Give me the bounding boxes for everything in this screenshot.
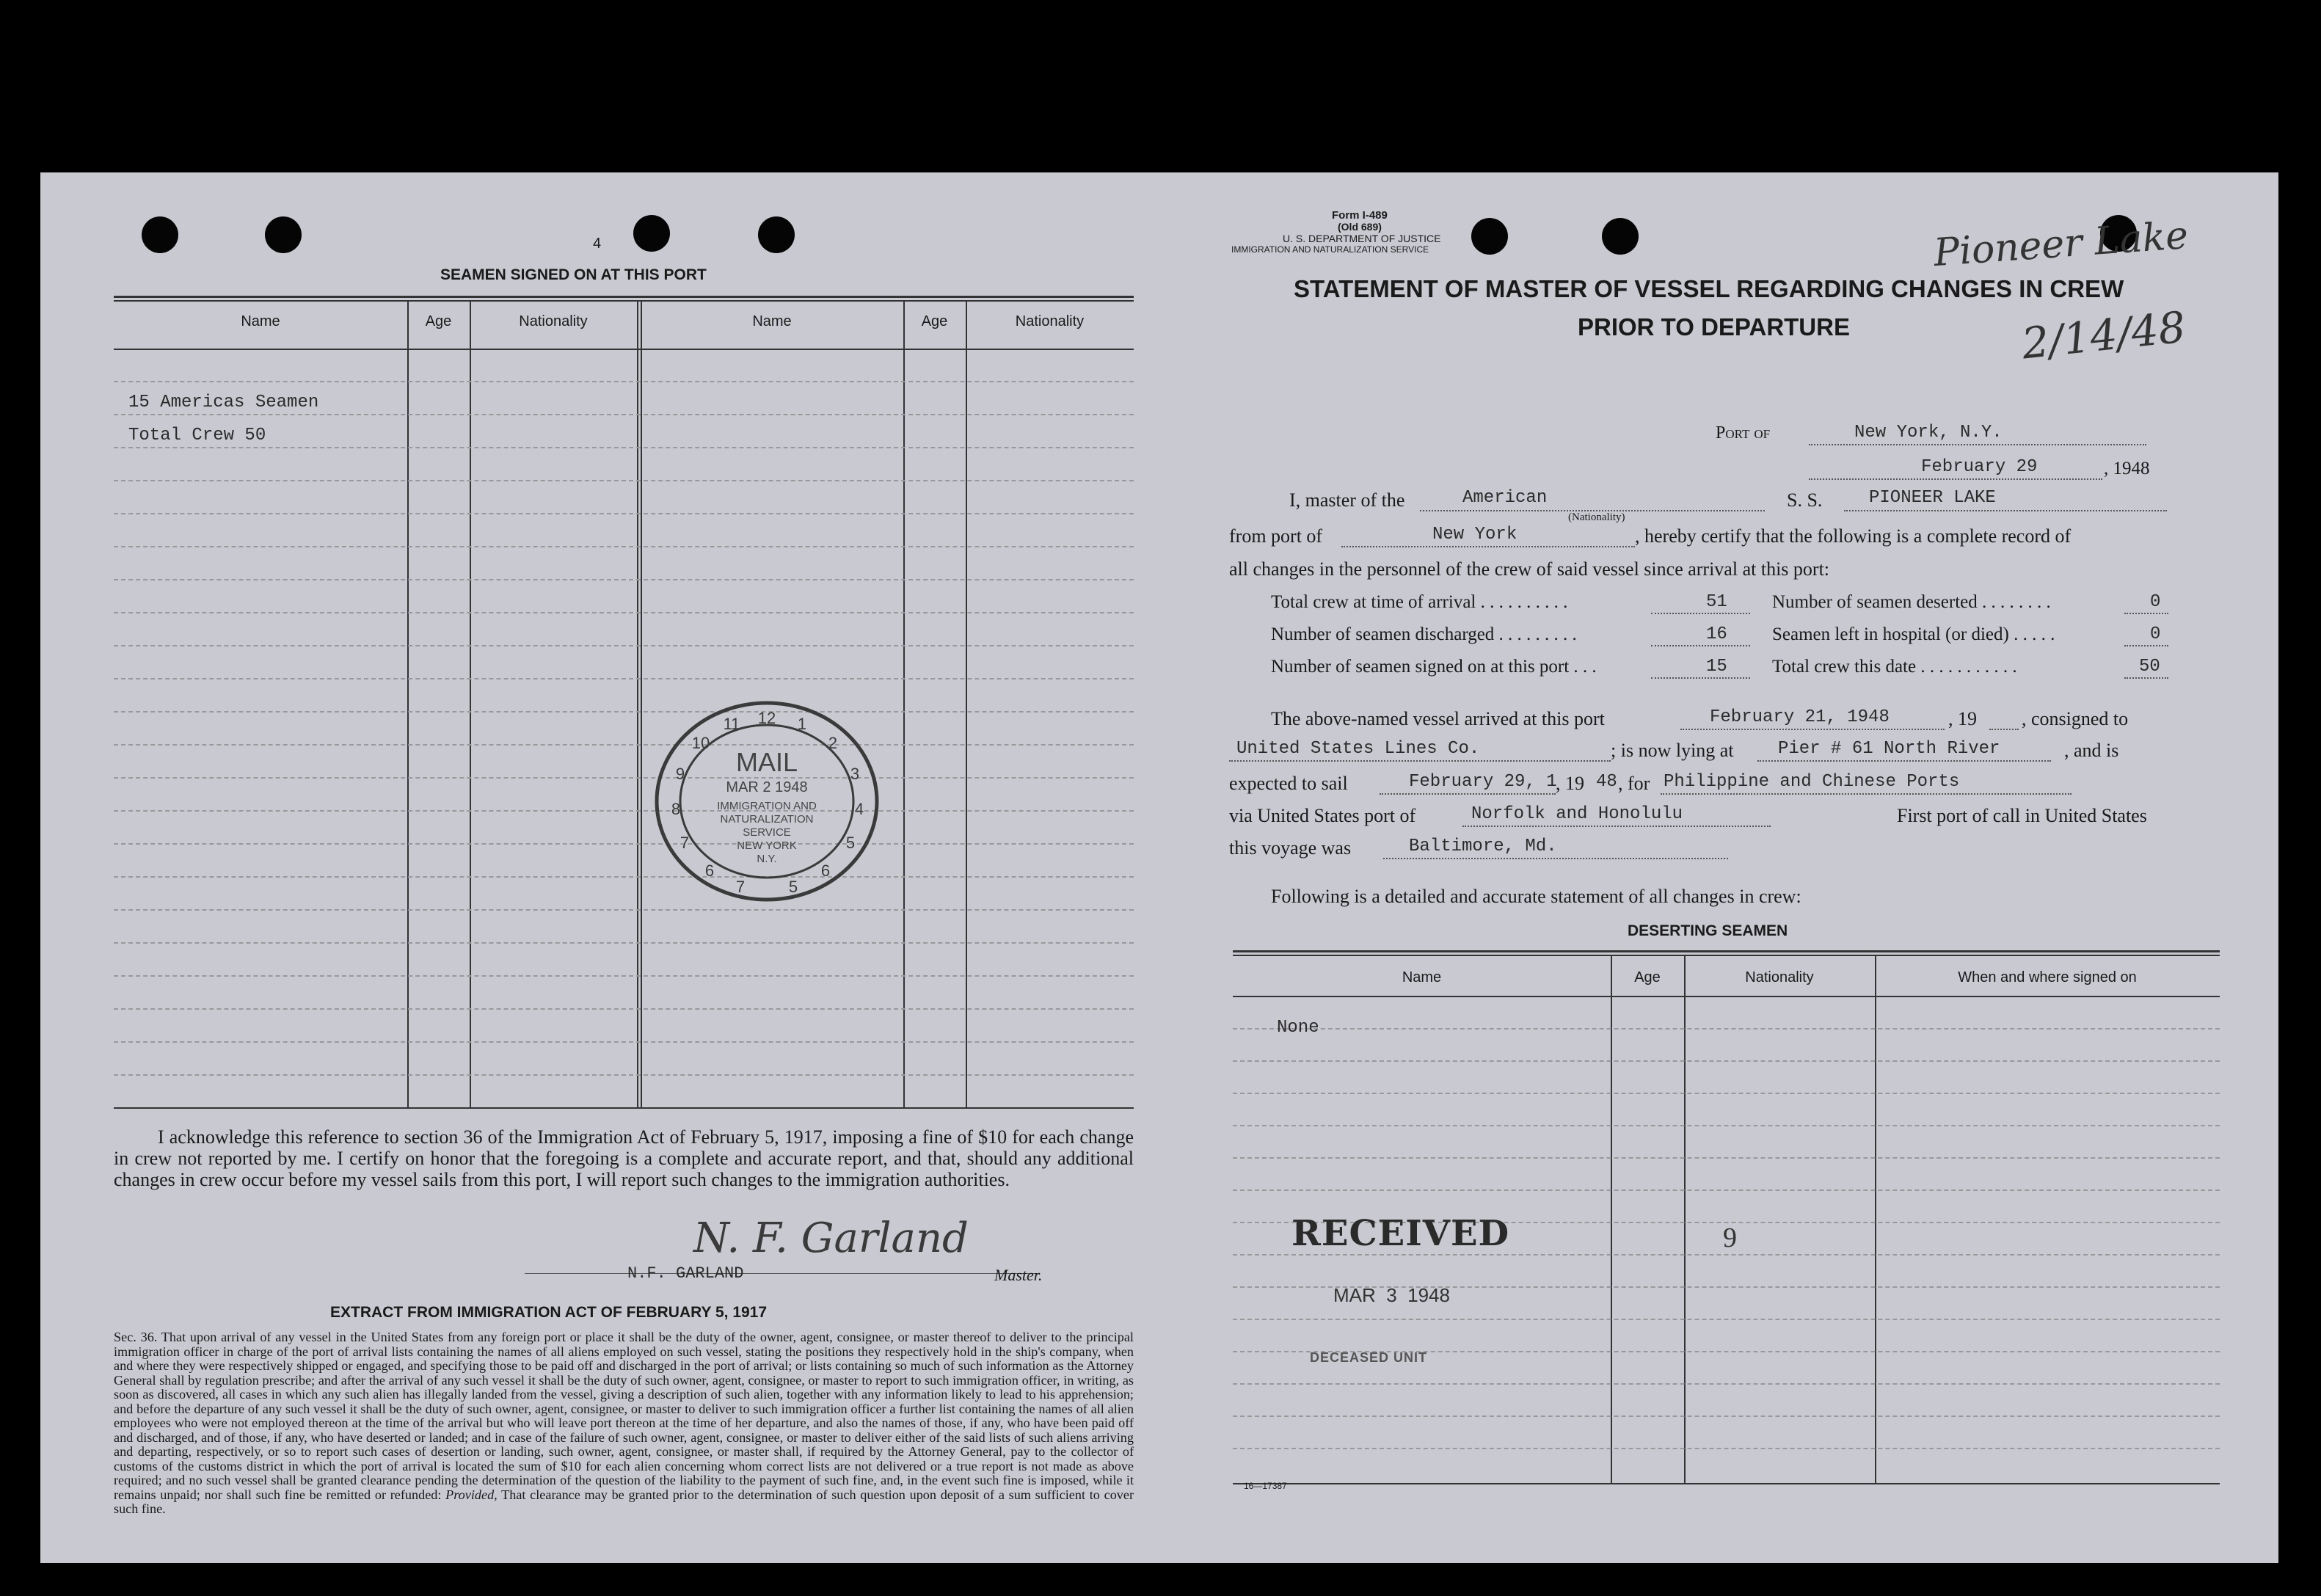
stat-label: Total crew at time of arrival . . . . . . . . . . bbox=[1271, 592, 1568, 612]
department-label: U. S. DEPARTMENT OF JUSTICE bbox=[1283, 233, 1441, 244]
via-value: Norfolk and Honolulu bbox=[1471, 804, 1683, 824]
punch-hole bbox=[1471, 218, 1508, 255]
extract-body: Sec. 36. That upon arrival of any vessel in the United States from any foreign port or place it shall be the duty of the owner, agent, consignee, or master thereof to deliver to the principal immigration officer in charge of the port of arrival lists containing the names of all aliens employed on such vessel, stating the positions they respectively hold in the ship's company, when and where they were respectively shipped or engaged, and specifying those to be paid off and discharged in the port of arrival; or lists containing so much of such information as the Attorney General shall by regulation prescribe; and after the arrival of any such vessel it shall be the duty of such owner, agent, consignee, or master to report to such immigration officer, in writing, as soon as discovered, all cases in which any such alien has illegally landed from the vessel, giving a description of such alien, together with any information likely to lead to his apprehension; and before the departure of any such vessel it shall be the duty of such owner, agent, consignee, or master to deliver to such immigration officer a further list containing the names of all alien employees who were not employed thereon at the time of the arrival but who will leave port thereon at the time of her departure, and also the names of those, if any, who have been paid off and discharged, and of those, if any, who have deserted or landed; and in case of the failure of such owner, agent, consignee, or master to deliver either of the said lists of such aliens arriving and departing, respectively, or so to report such cases of desertion or landing, such owner, agent, consignee, or master shall, if required by the Attorney General, pay to the collector of customs of the customs district in which the port of arrival is located the sum of $10 for each alien concerning whom correct lists are not delivered or a true report is not made as above required; and no such vessel shall be granted clearance pending the determination of the question of the liability to the payment of such fine, and, in the event such fine is imposed, while it remains unpaid; nor shall such fine be remitted or refunded: bbox=[114, 1330, 1134, 1502]
column-header-name: Name bbox=[241, 313, 280, 329]
voyage-value: Baltimore, Md. bbox=[1409, 837, 1557, 856]
rule bbox=[114, 300, 1134, 302]
stat-label: Seamen left in hospital (or died) . . . . . bbox=[1772, 624, 2055, 644]
table-row-line bbox=[1233, 1060, 2220, 1062]
punch-hole bbox=[633, 215, 670, 252]
following-label: Following is a detailed and accurate statement of all changes in crew: bbox=[1271, 886, 1801, 907]
table-row-line bbox=[1233, 1254, 2220, 1256]
arrived-19: , 19 bbox=[1948, 708, 1977, 729]
form-title: STATEMENT OF MASTER OF VESSEL REGARDING CHANGES IN CREW bbox=[1294, 275, 2124, 302]
column-header-age: Age bbox=[1634, 969, 1661, 985]
stat-value: 0 bbox=[2150, 624, 2161, 644]
table-row-line bbox=[114, 579, 1134, 580]
master-typed-name: N.F. GARLAND bbox=[627, 1264, 744, 1283]
stamp-text: NEW YORK bbox=[737, 839, 797, 852]
stat-value: 51 bbox=[1706, 592, 1727, 612]
table-row-line bbox=[114, 612, 1134, 613]
extract-provided: Provided, bbox=[445, 1487, 498, 1502]
stat-value: 16 bbox=[1706, 624, 1727, 644]
rule bbox=[1233, 996, 2220, 997]
table-row-line bbox=[114, 909, 1134, 911]
svg-text:5: 5 bbox=[788, 878, 798, 896]
certify-text-2: all changes in the personnel of the crew of said vessel since arrival at this port: bbox=[1229, 558, 1830, 580]
rule bbox=[114, 296, 1134, 298]
column-divider bbox=[470, 300, 471, 1107]
master-role-label: Master. bbox=[994, 1266, 1043, 1284]
table-bottom-rule bbox=[1233, 1483, 2220, 1484]
rule bbox=[114, 349, 1134, 350]
extract-text bbox=[114, 1330, 1134, 1517]
column-header-nationality: Nationality bbox=[1745, 969, 1814, 985]
nationality-caption: (Nationality) bbox=[1568, 511, 1625, 523]
table-row-line bbox=[114, 447, 1134, 448]
column-header-name: Name bbox=[752, 313, 792, 329]
table-row-line bbox=[114, 480, 1134, 481]
crew-entry: 15 Americas Seamen bbox=[128, 393, 319, 412]
crew-entry: Total Crew 50 bbox=[128, 426, 266, 445]
table-row-line bbox=[114, 843, 1134, 845]
column-divider bbox=[1875, 955, 1876, 1483]
column-divider bbox=[966, 300, 967, 1107]
svg-text:1: 1 bbox=[797, 715, 807, 733]
table-row-line bbox=[1233, 1319, 2220, 1320]
date-value: February 29 bbox=[1921, 457, 2038, 477]
table-row-line bbox=[114, 711, 1134, 713]
destination-value: Philippine and Chinese Ports bbox=[1664, 772, 1960, 792]
received-stamp: RECEIVED bbox=[1291, 1213, 1510, 1254]
svg-text:10: 10 bbox=[691, 734, 710, 752]
table-row-line bbox=[1233, 1448, 2220, 1449]
svg-text:11: 11 bbox=[723, 715, 740, 733]
sail-19: , 19 bbox=[1556, 773, 1584, 794]
svg-text:12: 12 bbox=[757, 709, 776, 727]
svg-text:6: 6 bbox=[820, 861, 831, 880]
sail-value: February 29, 1 bbox=[1409, 772, 1557, 792]
stat-field bbox=[1651, 661, 1750, 679]
table-row-line bbox=[1233, 1028, 2220, 1030]
table-row-line bbox=[1233, 1415, 2220, 1417]
ss-value: PIONEER LAKE bbox=[1869, 488, 1996, 508]
table-row-line bbox=[114, 513, 1134, 514]
rule bbox=[1233, 955, 2220, 956]
stamp-text: SERVICE bbox=[743, 826, 791, 839]
consigned-label: , consigned to bbox=[2022, 708, 2129, 729]
table-row-line bbox=[1233, 1383, 2220, 1385]
svg-text:2: 2 bbox=[828, 734, 838, 752]
left-page-title: SEAMEN SIGNED ON AT THIS PORT bbox=[440, 266, 707, 283]
sail-year: 48 bbox=[1596, 772, 1617, 792]
table-row-line bbox=[1233, 1189, 2220, 1191]
table-row-line bbox=[114, 876, 1134, 878]
arrived-year-field bbox=[1989, 713, 2019, 730]
column-divider bbox=[1611, 955, 1612, 1483]
table-row-line bbox=[114, 810, 1134, 812]
form-number: Form I-489 bbox=[1332, 209, 1388, 222]
table-row-line bbox=[1233, 1125, 2220, 1126]
via-label: via United States port of bbox=[1229, 805, 1416, 826]
column-divider bbox=[1684, 955, 1686, 1483]
received-date: MAR 3 1948 bbox=[1333, 1284, 1450, 1306]
column-header-signed-on: When and where signed on bbox=[1958, 969, 2137, 985]
stat-value: 50 bbox=[2139, 657, 2160, 677]
stamp-text: IMMIGRATION AND bbox=[717, 800, 817, 812]
svg-text:5: 5 bbox=[845, 834, 856, 852]
table-row-line bbox=[114, 1041, 1134, 1043]
deserting-title: DESERTING SEAMEN bbox=[1628, 922, 1788, 939]
print-code: 16—17387 bbox=[1244, 1481, 1287, 1491]
handwritten-date: 2/14/48 bbox=[2019, 302, 2188, 369]
nationality-value: American bbox=[1462, 488, 1548, 508]
column-header-age: Age bbox=[425, 313, 452, 329]
table-bottom-rule bbox=[114, 1107, 1134, 1109]
first-port-label: First port of call in United States bbox=[1897, 805, 2147, 826]
certification-text: I acknowledge this reference to section 36 of the Immigration Act of February 5, 1917, imposing a fine of $10 for each change in crew not reported by me. I certify on honor that the foregoing is a complete and accurate report, and that, should any additional changes in crew occur before my vessel sails from this port, I will report such changes to the immigration authorities. bbox=[114, 1126, 1134, 1190]
svg-text:8: 8 bbox=[671, 800, 681, 818]
table-row-line bbox=[114, 546, 1134, 547]
ss-label: S. S. bbox=[1787, 489, 1823, 511]
stat-label: Total crew this date . . . . . . . . . . . bbox=[1772, 657, 2017, 677]
stat-label: Number of seamen signed on at this port . . . bbox=[1271, 657, 1597, 677]
svg-text:4: 4 bbox=[854, 800, 864, 818]
column-divider bbox=[903, 300, 905, 1107]
stat-label: Number of seamen deserted . . . . . . . . bbox=[1772, 592, 2051, 612]
table-row-line bbox=[114, 744, 1134, 746]
table-row-line bbox=[114, 678, 1134, 679]
arrived-value: February 21, 1948 bbox=[1710, 707, 1890, 727]
punch-hole bbox=[142, 216, 178, 253]
stat-field bbox=[1651, 629, 1750, 646]
stamp-mail-label: MAIL bbox=[735, 747, 798, 777]
document-sheet bbox=[40, 172, 2278, 1563]
table-row-line bbox=[114, 975, 1134, 977]
stat-field bbox=[2124, 629, 2168, 646]
voyage-label: this voyage was bbox=[1229, 837, 1352, 859]
table-row-line bbox=[114, 1074, 1134, 1076]
stat-value: 15 bbox=[1706, 657, 1727, 677]
certify-text: , hereby certify that the following is a complete record of bbox=[1635, 525, 2072, 547]
table-row-line bbox=[114, 777, 1134, 779]
deserting-entry: None bbox=[1277, 1018, 1319, 1038]
for-label: , for bbox=[1618, 773, 1650, 794]
from-port-label: from port of bbox=[1229, 525, 1323, 547]
consignee-value: United States Lines Co. bbox=[1236, 739, 1480, 759]
date-year: , 1948 bbox=[2104, 459, 2150, 478]
svg-text:7: 7 bbox=[679, 834, 690, 852]
lying-label: ; is now lying at bbox=[1611, 740, 1734, 761]
form-title-line2: PRIOR TO DEPARTURE bbox=[1578, 313, 1850, 340]
port-value: New York, N.Y. bbox=[1854, 423, 2003, 442]
and-is-label: , and is bbox=[2064, 740, 2119, 761]
punch-hole bbox=[758, 216, 795, 253]
column-divider bbox=[641, 300, 642, 1107]
stamp-text: NATURALIZATION bbox=[720, 813, 814, 826]
arrived-label: The above-named vessel arrived at this port bbox=[1271, 708, 1605, 729]
table-row-line bbox=[114, 381, 1134, 382]
column-divider bbox=[637, 300, 638, 1107]
master-label: I, master of the bbox=[1289, 489, 1405, 511]
extract-end: That clearance may be granted prior to the determination of such question upon deposit of a sum sufficient to cover such fine. bbox=[114, 1487, 1134, 1516]
stat-value: 0 bbox=[2150, 592, 2161, 612]
mail-stamp bbox=[649, 697, 884, 906]
svg-text:3: 3 bbox=[850, 765, 860, 783]
master-signature: N. F. Garland bbox=[693, 1214, 969, 1262]
stat-field bbox=[2124, 597, 2168, 614]
received-unit: DECEASED UNIT bbox=[1310, 1350, 1428, 1365]
punch-hole bbox=[265, 216, 302, 253]
port-label: Port of bbox=[1716, 423, 1771, 442]
received-number: 9 bbox=[1723, 1222, 1737, 1253]
svg-text:6: 6 bbox=[704, 861, 715, 880]
column-header-nationality: Nationality bbox=[1015, 313, 1085, 329]
column-header-name: Name bbox=[1402, 969, 1442, 985]
stat-field bbox=[1651, 597, 1750, 614]
page-number: 4 bbox=[593, 236, 602, 252]
svg-text:7: 7 bbox=[735, 878, 746, 896]
service-label: IMMIGRATION AND NATURALIZATION SERVICE bbox=[1231, 244, 1429, 255]
stamp-text: N.Y. bbox=[757, 853, 777, 865]
pier-value: Pier # 61 North River bbox=[1778, 739, 2000, 759]
table-row-line bbox=[114, 645, 1134, 646]
table-row-line bbox=[114, 1008, 1134, 1010]
stat-label: Number of seamen discharged . . . . . . . . . bbox=[1271, 624, 1577, 644]
column-header-age: Age bbox=[921, 313, 948, 329]
column-divider bbox=[407, 300, 409, 1107]
extract-title: EXTRACT FROM IMMIGRATION ACT OF FEBRUARY 5, 1917 bbox=[330, 1304, 768, 1321]
table-row-line bbox=[1233, 1157, 2220, 1159]
rule bbox=[1233, 950, 2220, 952]
column-header-nationality: Nationality bbox=[519, 313, 588, 329]
table-row-line bbox=[114, 942, 1134, 944]
form-old-number: (Old 689) bbox=[1338, 221, 1382, 233]
sail-label: expected to sail bbox=[1229, 773, 1348, 794]
signature-line bbox=[525, 1273, 1038, 1274]
table-row-line bbox=[1233, 1093, 2220, 1094]
table-row-line bbox=[114, 414, 1134, 415]
punch-hole bbox=[1602, 218, 1639, 255]
from-port-value: New York bbox=[1432, 525, 1517, 544]
stamp-date: MAR 2 1948 bbox=[726, 779, 808, 795]
handwritten-vessel-name: Pioneer Lake bbox=[1932, 213, 2190, 276]
svg-text:9: 9 bbox=[675, 765, 685, 783]
